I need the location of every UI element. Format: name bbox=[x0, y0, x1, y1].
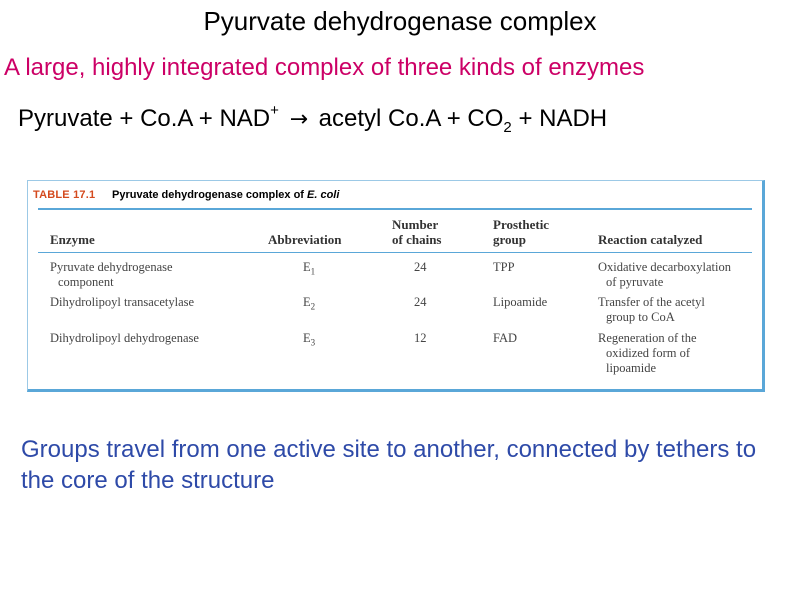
header-prosthetic-group: Prosthetic group bbox=[493, 217, 550, 247]
table-top-rule bbox=[38, 208, 752, 210]
row-2-enzyme: Dihydrolipoyl transacetylase bbox=[50, 295, 195, 309]
row-2-chains: 24 bbox=[414, 295, 427, 309]
enzyme-table-figure bbox=[27, 180, 765, 392]
row-3-abbreviation: $E_3$ bbox=[303, 331, 316, 348]
header-enzyme: Enzyme bbox=[50, 232, 95, 247]
row-3-enzyme: Dihydrolipoyl dehydrogenase bbox=[50, 331, 199, 345]
equation-rhs-subscript: 2 bbox=[503, 118, 512, 136]
slide-subtitle: A large, highly integrated complex of three kinds of enzymes bbox=[4, 54, 645, 81]
row-3-group: FAD bbox=[493, 331, 518, 345]
row-1-chains: 24 bbox=[414, 260, 427, 274]
equation-lhs-charge: + bbox=[270, 102, 279, 119]
row-1-enzyme: Pyruvate dehydrogenase component bbox=[50, 260, 173, 289]
row-1-reaction: Oxidative decarboxylation of pyruvate bbox=[598, 260, 731, 289]
reaction-equation bbox=[18, 104, 607, 136]
row-1-abbreviation: $E_1$ bbox=[303, 260, 316, 277]
table-caption bbox=[112, 189, 339, 201]
header-abbreviation: Abbreviation bbox=[268, 232, 342, 247]
row-2-reaction: Transfer of the acetyl group to CoA bbox=[598, 295, 705, 324]
table-caption-organism: E. coli bbox=[307, 189, 340, 201]
table-caption-text: Pyruvate dehydrogenase complex of bbox=[112, 189, 304, 201]
row-2-abbreviation: $E_2$ bbox=[303, 295, 316, 312]
row-3-reaction: Regeneration of the oxidized form of lipoamide bbox=[598, 331, 697, 375]
row-1-group: TPP bbox=[493, 260, 515, 274]
slide-title: Pyurvate dehydrogenase complex bbox=[203, 6, 597, 36]
equation-rhs-pre: acetyl Co.A + CO bbox=[318, 105, 504, 132]
row-2-group: Lipoamide bbox=[493, 295, 548, 309]
slide-note: Groups travel from one active site to another, connected by tethers to the core of the structure bbox=[21, 436, 757, 494]
table-number: TABLE 17.1 bbox=[33, 189, 96, 201]
row-3-chains: 12 bbox=[414, 331, 427, 345]
equation-lhs: Pyruvate + Co.A + NAD bbox=[18, 105, 271, 132]
table-header-rule bbox=[38, 252, 752, 253]
equation-rhs-post: + NADH bbox=[518, 105, 608, 132]
arrow-icon: → bbox=[289, 107, 308, 132]
header-chains: Number of chains bbox=[392, 217, 442, 247]
header-reaction: Reaction catalyzed bbox=[598, 232, 703, 247]
